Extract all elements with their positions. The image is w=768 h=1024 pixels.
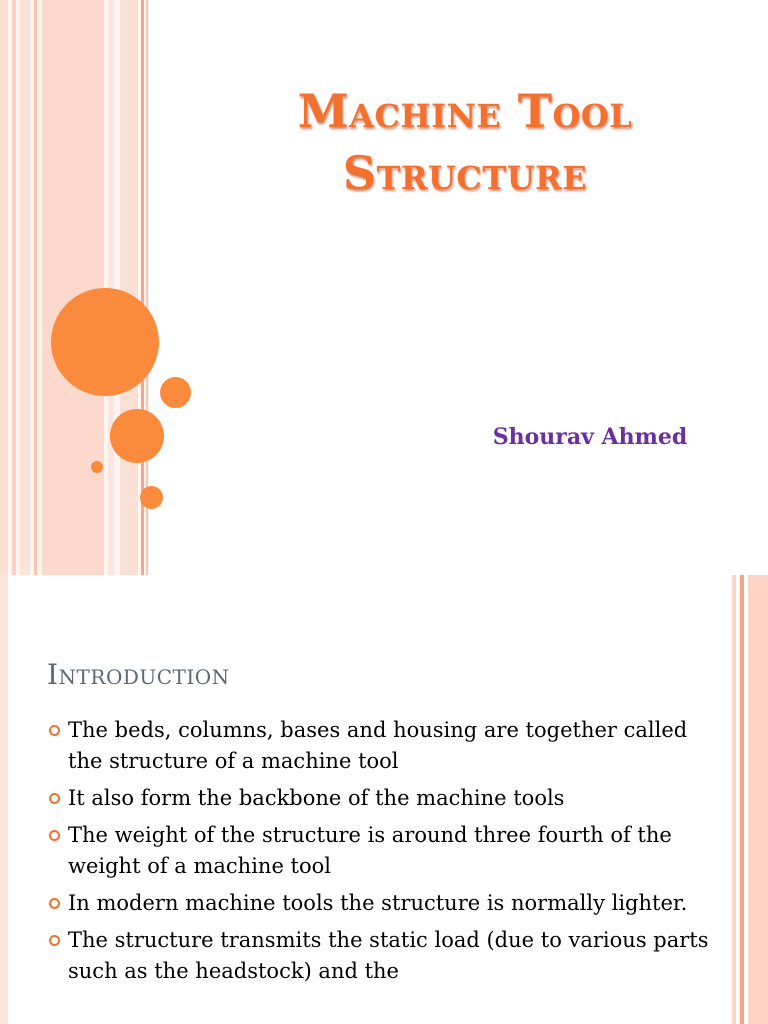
bullet-circle-icon (49, 793, 60, 804)
decorative-circle (160, 377, 191, 408)
decorative-stripe (748, 575, 768, 1024)
bullet-item (46, 715, 726, 777)
decorative-stripe (120, 0, 138, 575)
decorative-stripe (0, 0, 8, 575)
bullet-item (46, 820, 726, 882)
bullet-list (46, 715, 726, 993)
bullet-circle-icon (49, 898, 60, 909)
decorative-stripe (20, 0, 30, 575)
decorative-stripe (732, 575, 736, 1024)
decorative-stripe (0, 575, 8, 1024)
bullet-text: The structure transmits the static load (due to various parts such as the headstock) and the (68, 928, 709, 983)
bullet-circle-icon (49, 935, 60, 946)
presentation-title (200, 80, 730, 204)
bullet-item (46, 925, 726, 987)
introduction-slide (0, 575, 768, 1024)
title-line-1: Machine Tool (297, 84, 633, 138)
bullet-item (46, 888, 726, 919)
decorative-stripe (42, 0, 104, 575)
decorative-circle (110, 409, 164, 463)
bullet-text: It also form the backbone of the machine tools (68, 786, 565, 810)
decorative-circle (51, 288, 159, 396)
decorative-circle (140, 486, 163, 509)
bullet-item (46, 783, 726, 814)
title-line-2: Structure (342, 146, 588, 200)
decorative-circle (91, 461, 103, 473)
decorative-stripe (740, 575, 744, 1024)
bullet-text: The weight of the structure is around three fourth of the weight of a machine tool (68, 823, 672, 878)
bullet-circle-icon (49, 830, 60, 841)
author-name: Shourav Ahmed (492, 424, 688, 450)
bullet-text: The beds, columns, bases and housing are together called the structure of a machine tool (68, 718, 688, 773)
decorative-stripe (34, 0, 37, 575)
decorative-stripe (12, 0, 16, 575)
bullet-circle-icon (49, 725, 60, 736)
bullet-text: In modern machine tools the structure is normally lighter. (68, 891, 688, 915)
slide-title: Introduction (47, 658, 230, 691)
